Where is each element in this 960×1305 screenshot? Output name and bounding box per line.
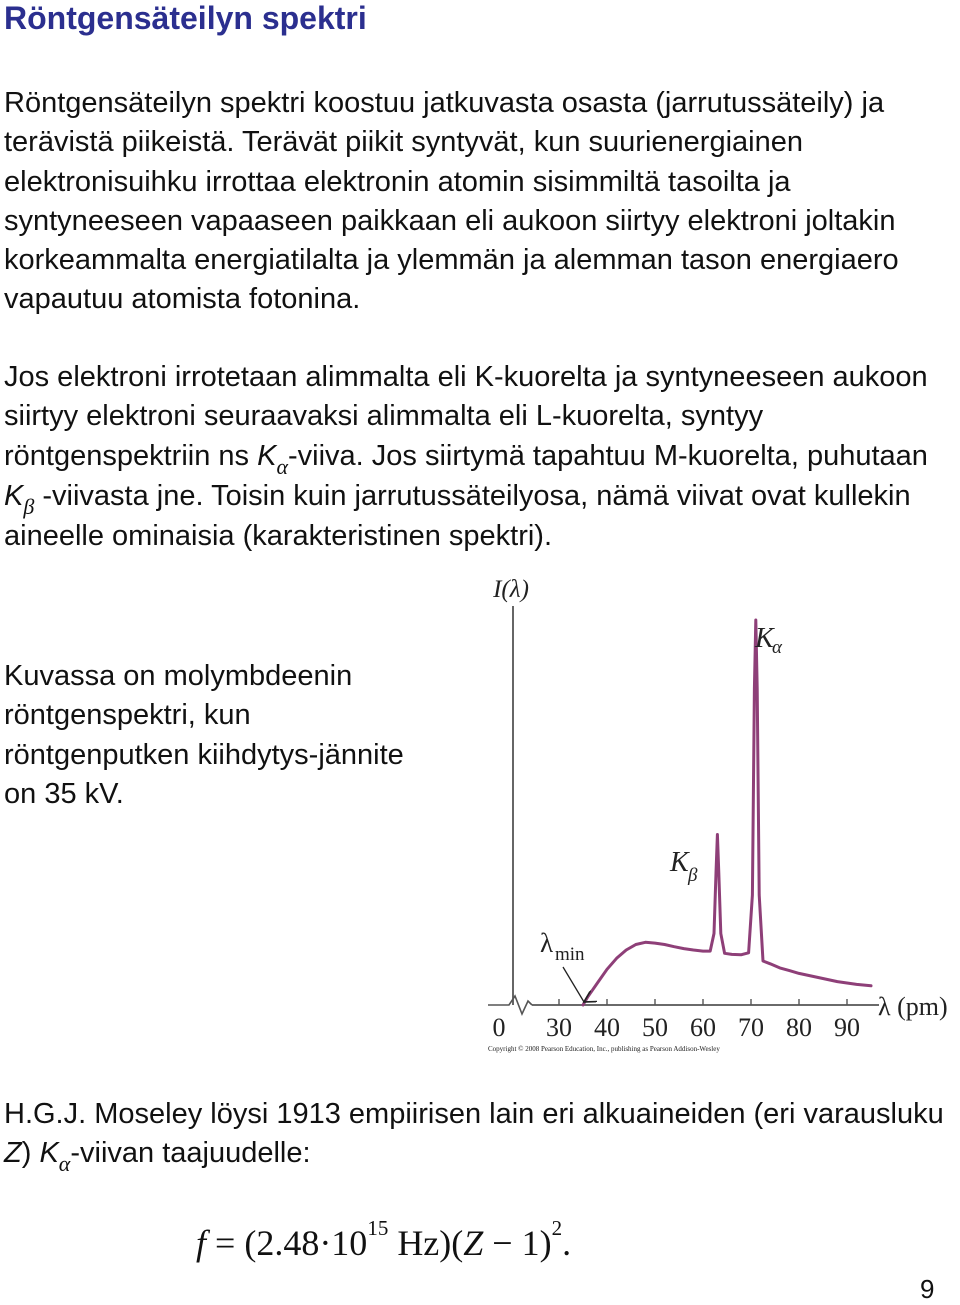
x-tick-label: 60 (690, 1013, 716, 1042)
x-axis-label: λ (pm) (878, 992, 948, 1021)
p2-text-3: -viivasta jne. Toisin kuin jarrutussäteilyosa, nämä viivat ovat kullekin aineelle ominaisia (karakteristinen spektri). (4, 479, 911, 553)
lambda-min-arrow (563, 967, 584, 1002)
formula-unit: Hz)( (388, 1223, 464, 1263)
lambda-min-label: λ (540, 928, 554, 958)
x-tick-label: 40 (594, 1013, 620, 1042)
copyright-note: Copyright © 2008 Pearson Education, Inc., publishing as Pearson Addison-Wesley (488, 1045, 720, 1053)
x-tick-label: 90 (834, 1013, 860, 1042)
moseley-formula (196, 1216, 572, 1264)
formula-exp: 15 (367, 1216, 389, 1240)
spectrum-curve (583, 620, 871, 1005)
k-alpha-subscript: α (772, 637, 782, 658)
p4-text-3: -viivan taajuudelle: (70, 1137, 311, 1170)
y-axis-label: I(λ) (493, 576, 529, 603)
formula-minus: − 1) (483, 1223, 552, 1263)
formula-end: . (562, 1223, 572, 1263)
formula-f: f (196, 1223, 207, 1263)
p2-text-1: Jos elektroni irrotetaan alimmalta eli K-kuorelta ja syntyneeseen aukoon siirtyy elektroni seuraavaksi alimmalta eli L-kuorelta, syntyy röntgenspektriin ns (4, 361, 928, 472)
k-symbol-3: K (39, 1137, 59, 1170)
formula-coef: 2.48·10 (256, 1223, 368, 1263)
xray-spectrum-chart (478, 568, 960, 1064)
moseley-paragraph (4, 1095, 954, 1175)
x-tick-label: 30 (546, 1013, 572, 1042)
formula-z: Z (463, 1223, 484, 1263)
k-lines-paragraph (4, 358, 954, 556)
x-tick-label: 0 (492, 1013, 506, 1042)
page-number: 9 (920, 1274, 935, 1304)
p2-text-2: -viiva. Jos siirtymä tapahtuu M-kuorelta, puhutaan (288, 439, 928, 472)
alpha-subscript: α (276, 453, 288, 479)
p4-text-1: H.G.J. Moseley löysi 1913 empiirisen lain eri alkuaineiden (eri varausluku (4, 1098, 944, 1130)
formula-exp2: 2 (551, 1216, 563, 1240)
x-tick-label: 80 (786, 1013, 812, 1042)
intro-paragraph: Röntgensäteilyn spektri koostuu jatkuvasta osasta (jarrutussäteily) ja terävistä piikeistä. Terävät piikit syntyvät, kun suurienergiainen elektronisuihku irrottaa elektronin atomin sisimmiltä tasoilta ja syntyneeseen vapaaseen paikkaan eli aukoon siirtyy elektroni joltakin korkeammalta energiatilalta ja ylemmän ja alemman tason energiaero vapautuu atomista fotonina. (4, 87, 899, 316)
k-alpha-label: K (755, 623, 774, 654)
k-beta-label: K (670, 847, 689, 878)
page-title: Röntgensäteilyn spektri (4, 0, 367, 36)
figure-caption: Kuvassa on molymbdeenin röntgenspektri, kun röntgenputken kiihdytys-jännite on 35 kV. (4, 660, 404, 810)
z-symbol: Z (4, 1137, 22, 1170)
lambda-min-subscript: min (555, 944, 585, 965)
k-symbol-2: K (4, 479, 24, 512)
k-symbol: K (257, 439, 277, 472)
x-axis-break (488, 996, 532, 1014)
alpha-subscript-2: α (58, 1151, 71, 1177)
x-tick-label: 70 (738, 1013, 764, 1042)
beta-subscript: β (23, 493, 35, 519)
x-tick-label: 50 (642, 1013, 668, 1042)
p4-text-2: ) (21, 1137, 40, 1170)
formula-eq: = ( (206, 1223, 257, 1263)
k-beta-subscript: β (688, 865, 698, 886)
